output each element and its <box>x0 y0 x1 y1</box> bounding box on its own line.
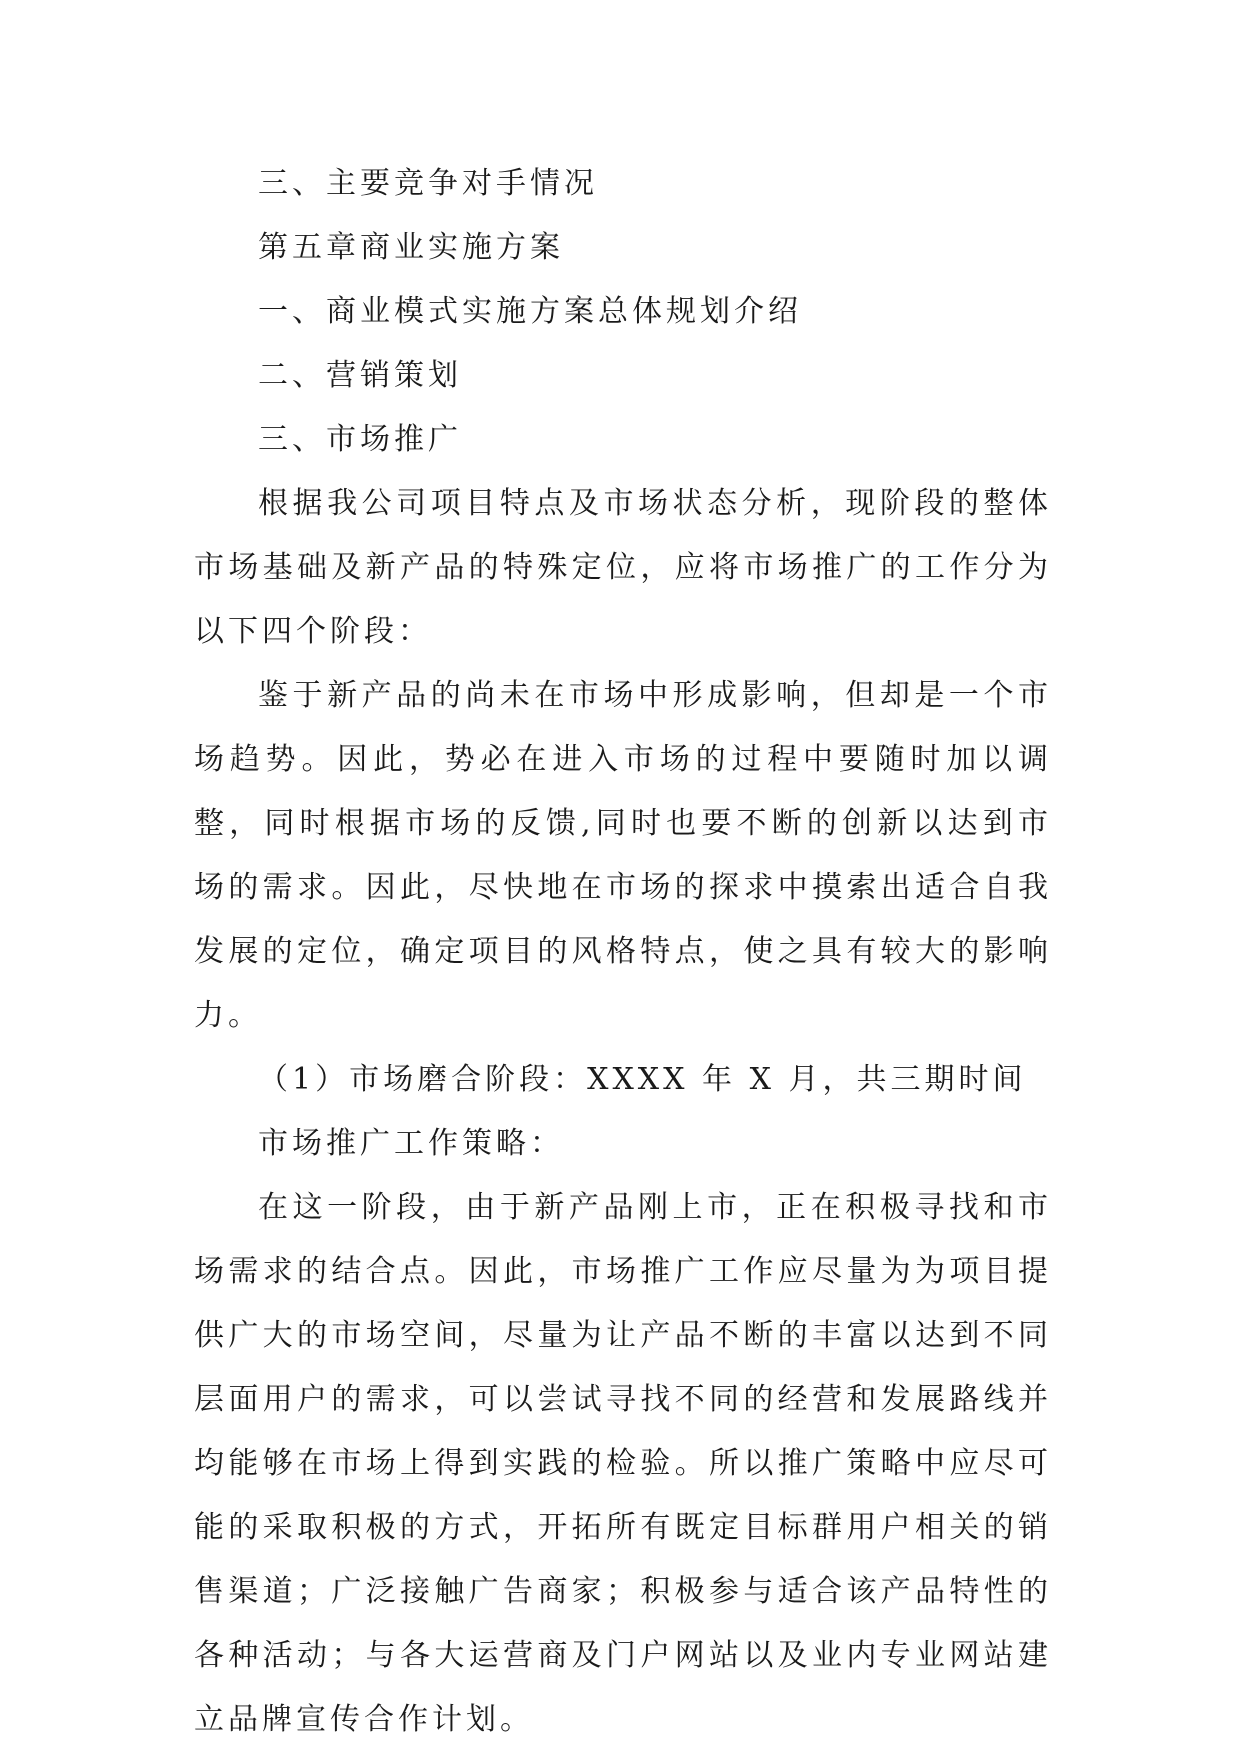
stage-1-title: （1）市场磨合阶段：XXXX 年 X 月，共三期时间 <box>258 1062 1027 1097</box>
paragraph-stages-intro: 根据我公司项目特点及市场状态分析，现阶段的整体市场基础及新产品的特殊定位，应将市场推广的工作分为以下四个阶段： <box>194 486 1052 649</box>
heading-marketing: 二、营销策划 <box>258 358 462 393</box>
document-body <box>194 152 1052 1752</box>
heading-promotion: 三、市场推广 <box>258 422 462 457</box>
strategy-label: 市场推广工作策略： <box>258 1126 564 1161</box>
paragraph-market-trend: 鉴于新产品的尚未在市场中形成影响，但却是一个市场趋势。因此，势必在进入市场的过程中要随时加以调整，同时根据市场的反馈,同时也要不断的创新以达到市场的需求。因此，尽快地在市场的探求中摸索出适合自我发展的定位，确定项目的风格特点，使之具有较大的影响力。 <box>194 678 1052 1033</box>
heading-chapter5: 第五章商业实施方案 <box>258 230 564 265</box>
heading-competitors: 三、主要竞争对手情况 <box>258 166 598 201</box>
heading-plan-intro: 一、商业模式实施方案总体规划介绍 <box>258 294 802 329</box>
paragraph-stage-1-strategy: 在这一阶段，由于新产品刚上市，正在积极寻找和市场需求的结合点。因此，市场推广工作应尽量为为项目提供广大的市场空间，尽量为让产品不断的丰富以达到不同层面用户的需求，可以尝试寻找不同的经营和发展路线并均能够在市场上得到实践的检验。所以推广策略中应尽可能的采取积极的方式，开拓所有既定目标群用户相关的销售渠道；广泛接触广告商家；积极参与适合该产品特性的各种活动；与各大运营商及门户网站以及业内专业网站建立品牌宣传合作计划。 <box>194 1190 1052 1737</box>
